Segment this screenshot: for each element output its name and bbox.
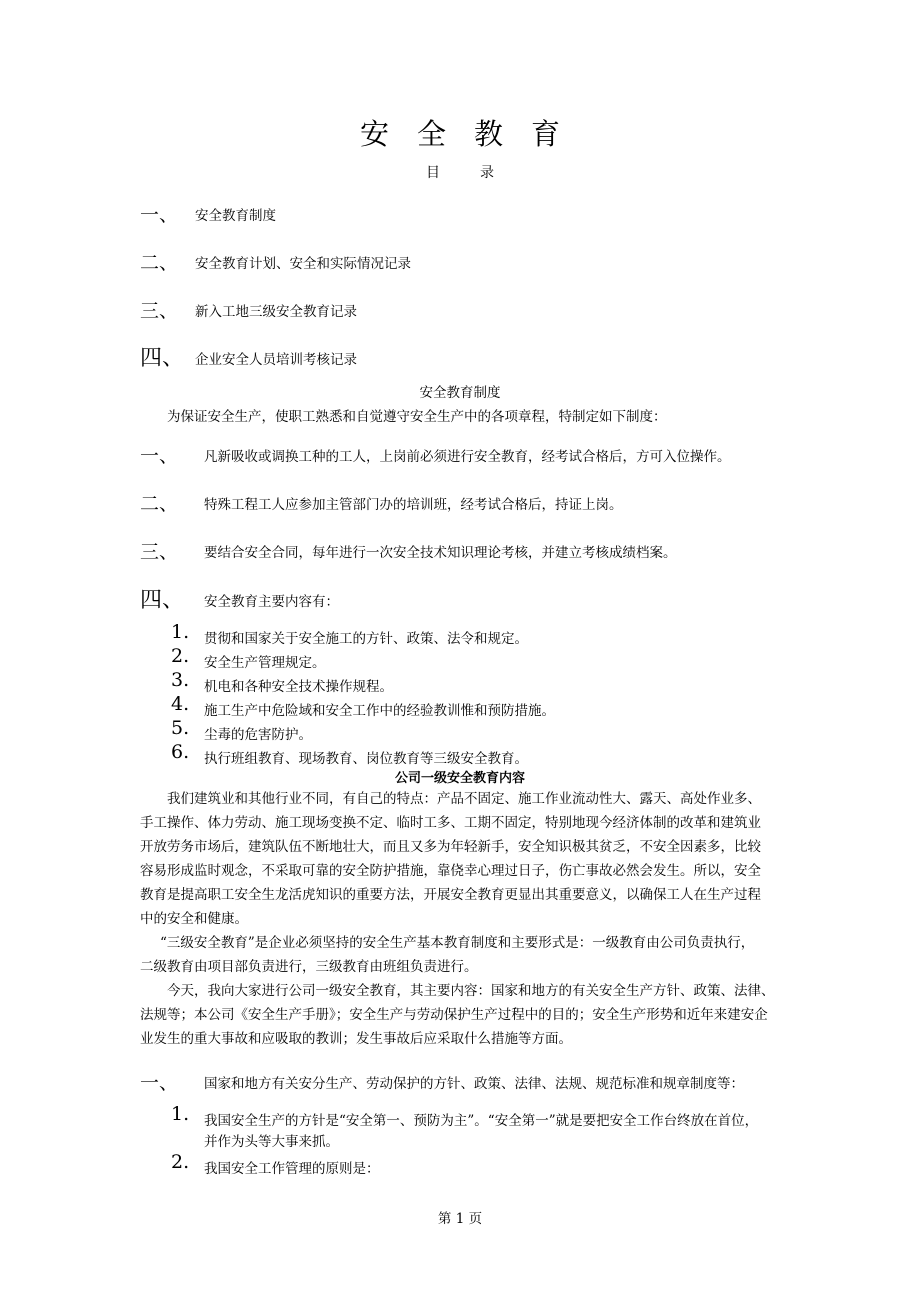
content-item: 尘毒的危害防护。: [204, 727, 312, 743]
page-number: 第 1 页: [437, 1211, 483, 1227]
sub-text: 我国安全工作管理的原则是：: [204, 1161, 380, 1177]
toc-item: 企业安全人员培训考核记录: [195, 352, 357, 368]
paragraph-today: [140, 979, 782, 1051]
point-text: 国家和地方有关安分生产、劳动保护的方针、政策、法律、法规、规范标准和规章制度等：: [204, 1076, 744, 1092]
rule-text: 安全教育主要内容有：: [204, 594, 339, 610]
paragraph-line: 我们建筑业和其他行业不同，有自己的特点：产品不固定、施工作业流动性大、露天、高处作业多、: [167, 791, 761, 807]
paragraph-line: 容易形成监时观念，不采取可靠的安全防护措施，靠侥幸心理过日子，伤亡事故必然会发生。所以，安全: [140, 863, 761, 879]
paragraph-three-level: [140, 931, 782, 979]
section-heading: 安全教育制度: [419, 385, 501, 401]
section-intro: 为保证安全生产，使职工熟悉和自觉遵守安全生产中的各项章程，特制定如下制度：: [167, 409, 667, 425]
content-item: 机电和各种安全技术操作规程。: [204, 679, 393, 695]
content-item: 安全生产管理规定。: [204, 655, 326, 671]
toc-num: 三、: [140, 300, 179, 322]
point-num: 一、: [140, 1072, 179, 1094]
paragraph-line: 中的安全和健康。: [140, 911, 248, 927]
rule-num: 四、: [140, 588, 185, 613]
rule-text: 凡新吸收或调换工种的工人，上岗前必须进行安全教育，经考试合格后，方可入位操作。: [204, 449, 731, 465]
paragraph-line: 今天，我向大家进行公司一级安全教育，其主要内容：国家和地方的有关安全生产方针、政策、法律、: [167, 983, 775, 999]
rule-num: 三、: [140, 541, 179, 563]
paragraph-line: “三级安全教育”是企业必须坚持的安全生产基本教育制度和主要形式是：一级教育由公司负责执行，: [160, 935, 755, 951]
paragraph-line: 业发生的重大事故和应吸取的教训；发生事故后应采取什么措施等方面。: [140, 1031, 572, 1047]
toc-item: 新入工地三级安全教育记录: [195, 304, 357, 320]
toc-heading: 目录: [426, 165, 534, 181]
paragraph-line: 开放劳务市场后，建筑队伍不断地壮大，而且又多为年轻新手，安全知识极其贫乏，不安全因素多，比较: [140, 839, 761, 855]
paragraph-line: 二级教育由项目部负责进行，三级教育由班组负责进行。: [140, 959, 478, 975]
document-title: 安全教育: [359, 117, 588, 151]
rule-text: 特殊工程工人应参加主管部门办的培训班，经考试合格后，持证上岗。: [204, 497, 623, 513]
toc-item: 安全教育计划、安全和实际情况记录: [195, 256, 411, 272]
sub-text: 我国安全生产的方针是“安全第一、预防为主”。“安全第一”就是要把安全工作台终放在首位，: [204, 1113, 759, 1129]
content-num: 5.: [171, 717, 190, 739]
toc-item: 安全教育制度: [195, 208, 276, 224]
section-heading-company: 公司一级安全教育内容: [394, 771, 525, 786]
sub-num: 1.: [171, 1103, 190, 1125]
paragraph-industry: [140, 787, 782, 931]
rule-num: 一、: [140, 445, 179, 467]
paragraph-line: 法规等；本公司《安全生产手册》；安全生产与劳动保护生产过程中的目的；安全生产形势和近年来建安企: [140, 1007, 768, 1023]
content-num: 2.: [171, 645, 190, 667]
content-item: 贯彻和国家关于安全施工的方针、政策、法令和规定。: [204, 631, 528, 647]
toc-num: 二、: [140, 252, 179, 274]
content-item: 施工生产中危险域和安全工作中的经验教训惟和预防措施。: [204, 703, 555, 719]
paragraph-line: 手工操作、体力劳动、施工现场变换不定、临时工多、工期不固定，特别地现今经济体制的改革和建筑业: [140, 815, 761, 831]
toc-num: 四、: [140, 346, 185, 371]
content-item: 执行班组教育、现场教育、岗位教育等三级安全教育。: [204, 751, 528, 767]
sub-num: 2.: [171, 1151, 190, 1173]
sub-text: 并作为头等大事来抓。: [204, 1134, 339, 1150]
content-num: 1.: [171, 621, 190, 643]
content-num: 3.: [171, 669, 190, 691]
content-num: 4.: [171, 693, 190, 715]
content-num: 6.: [171, 741, 190, 763]
rule-text: 要结合安全合同，每年进行一次安全技术知识理论考核，并建立考核成绩档案。: [204, 545, 677, 561]
toc-num: 一、: [140, 204, 179, 226]
rule-num: 二、: [140, 493, 179, 515]
paragraph-line: 教育是提高职工安全生龙活虎知识的重要方法，开展安全教育更显出其重要意义，以确保工人在生产过程: [140, 887, 761, 903]
